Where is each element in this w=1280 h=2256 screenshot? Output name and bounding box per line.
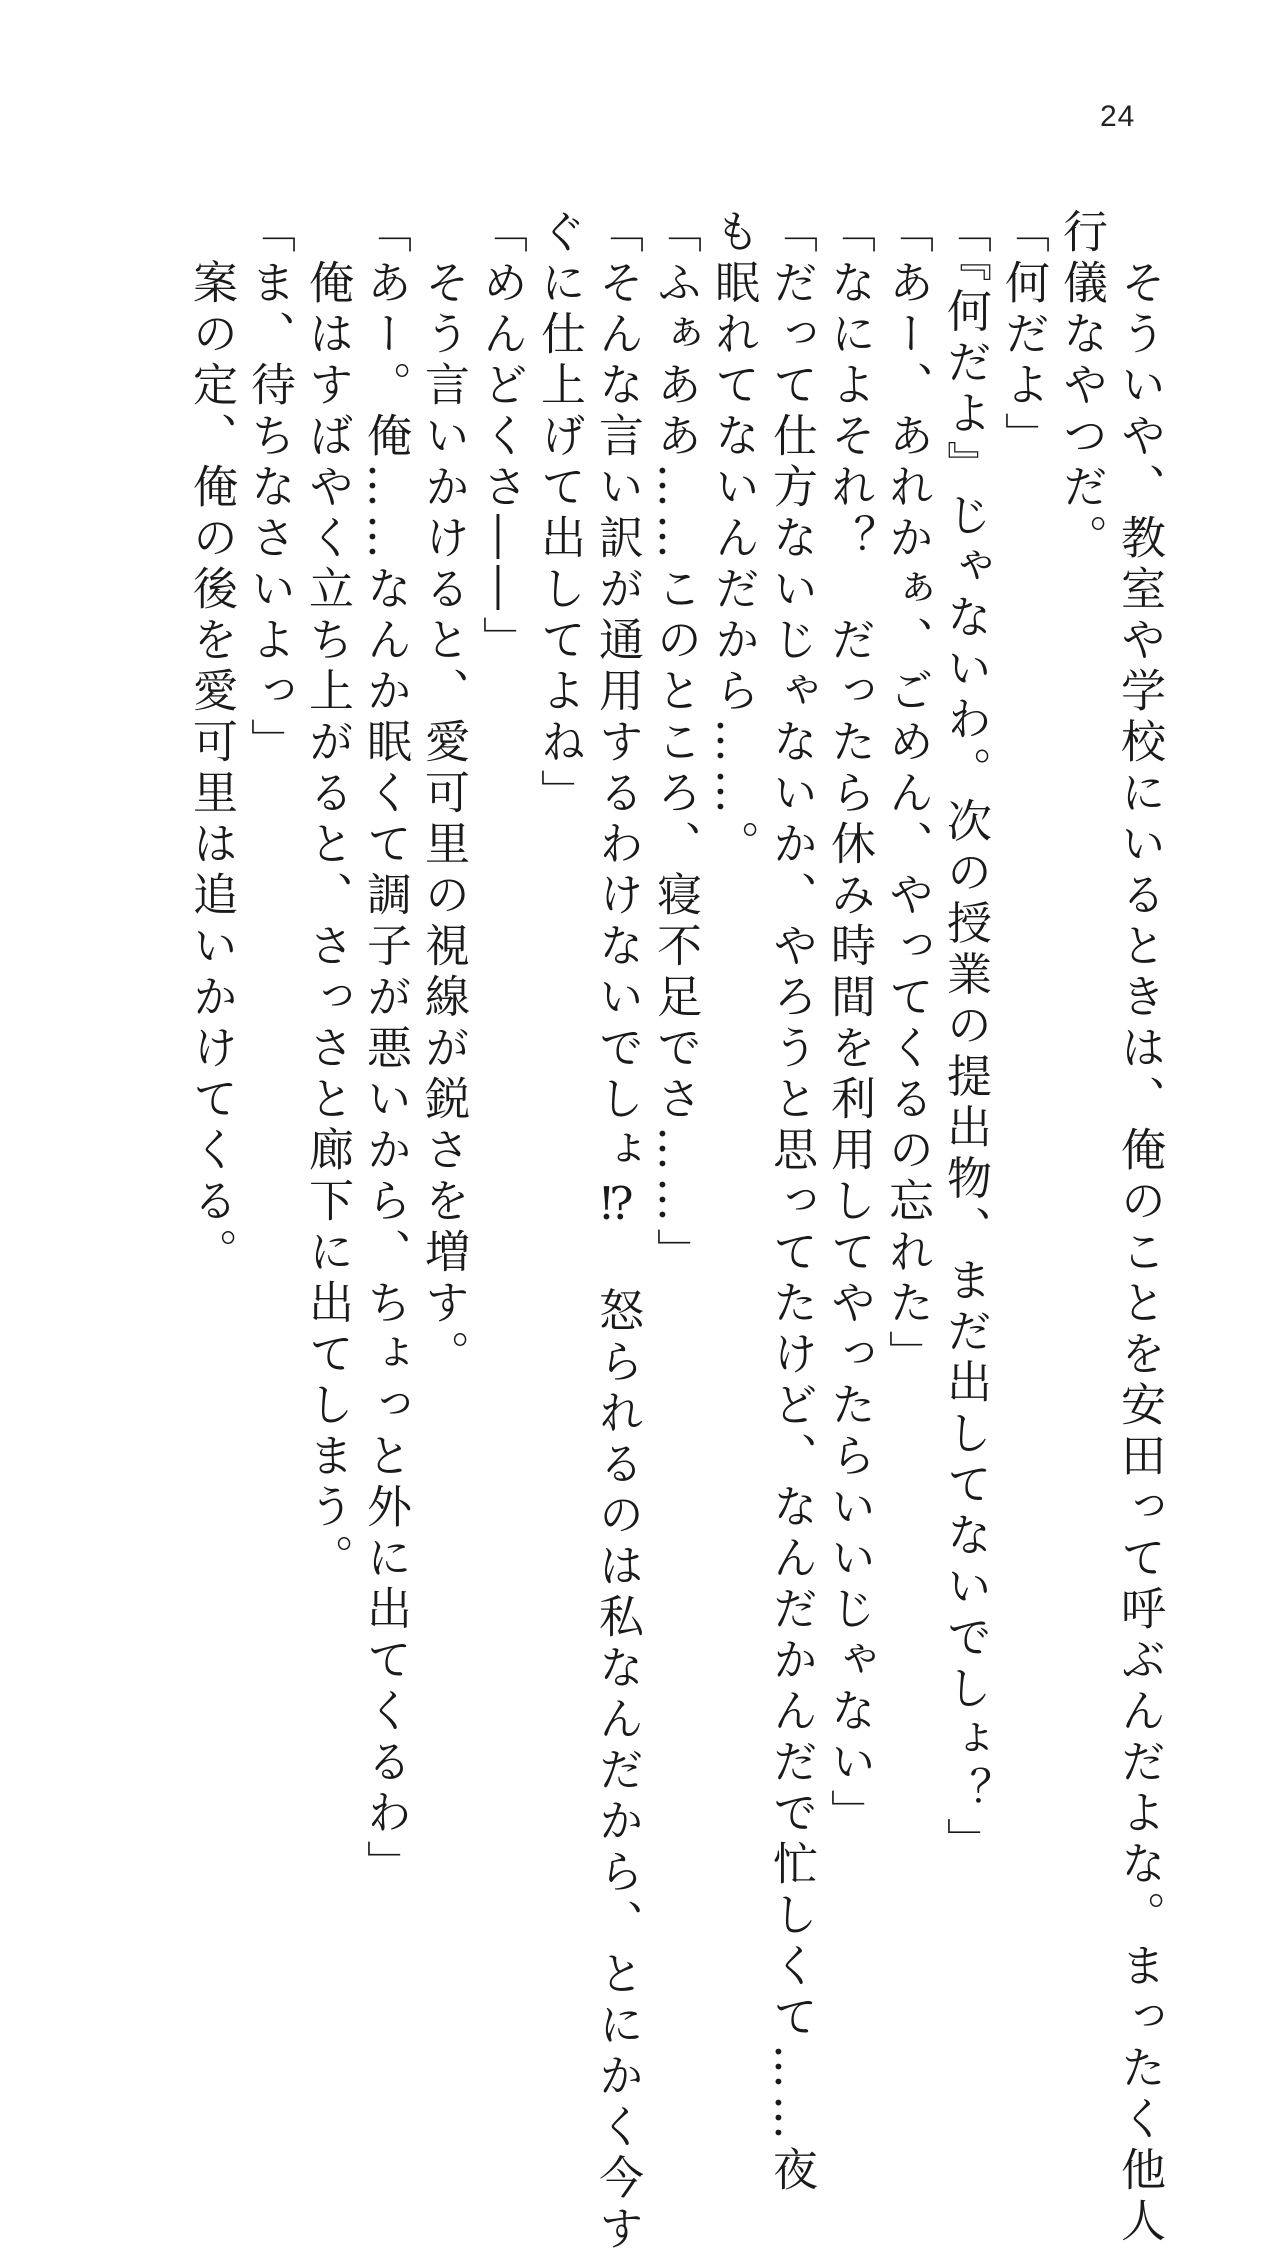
page-number: 24 xyxy=(1100,100,1136,133)
text-line: 「めんどくさ――」 xyxy=(475,208,528,667)
text-line: 案の定、俺の後を愛可里は追いかけてくる。 xyxy=(185,208,238,1279)
text-line: そう言いかけると、愛可里の視線が鋭さを増す。 xyxy=(417,208,470,1381)
text-line: 行儀なやつだ。 xyxy=(1055,208,1108,565)
text-line: 「なによそれ？ だったら休み時間を利用してやったらいいじゃない」 xyxy=(823,208,876,1840)
text-line: 「だって仕方ないじゃないか、やろうと思ってたけど、なんだかんだで忙しくて……夜 xyxy=(765,208,818,2197)
text-line: 「そんな言い訳が通用するわけないでしょ⁉ 怒られるのは私なんだから、とにかく今す xyxy=(591,208,644,2256)
text-line: も眠れてないんだから……。 xyxy=(707,208,760,871)
text-line: そういや、教室や学校にいるときは、俺のことを安田って呼ぶんだよな。まったく他人 xyxy=(1113,208,1166,2248)
text-line: 「あー。俺……なんか眠くて調子が悪いから、ちょっと外に出てくるわ」 xyxy=(359,208,412,1891)
text-line: ぐに仕上げて出してよね」 xyxy=(533,208,586,820)
text-line: 「あー、あれかぁ、ごめん、やってくるの忘れた」 xyxy=(881,208,934,1381)
text-line: 「『何だよ』じゃないわ。次の授業の提出物、まだ出してないでしょ？」 xyxy=(939,208,992,1869)
text-line: 「ま、待ちなさいよっ」 xyxy=(243,208,296,769)
vertical-text-block xyxy=(168,208,1168,2256)
text-line: 俺はすばやく立ち上がると、さっさと廊下に出てしまう。 xyxy=(301,208,354,1585)
text-line: 「ふぁああ……このところ、寝不足でさ……」 xyxy=(649,208,702,1279)
text-line: 「何だよ」 xyxy=(997,208,1050,463)
